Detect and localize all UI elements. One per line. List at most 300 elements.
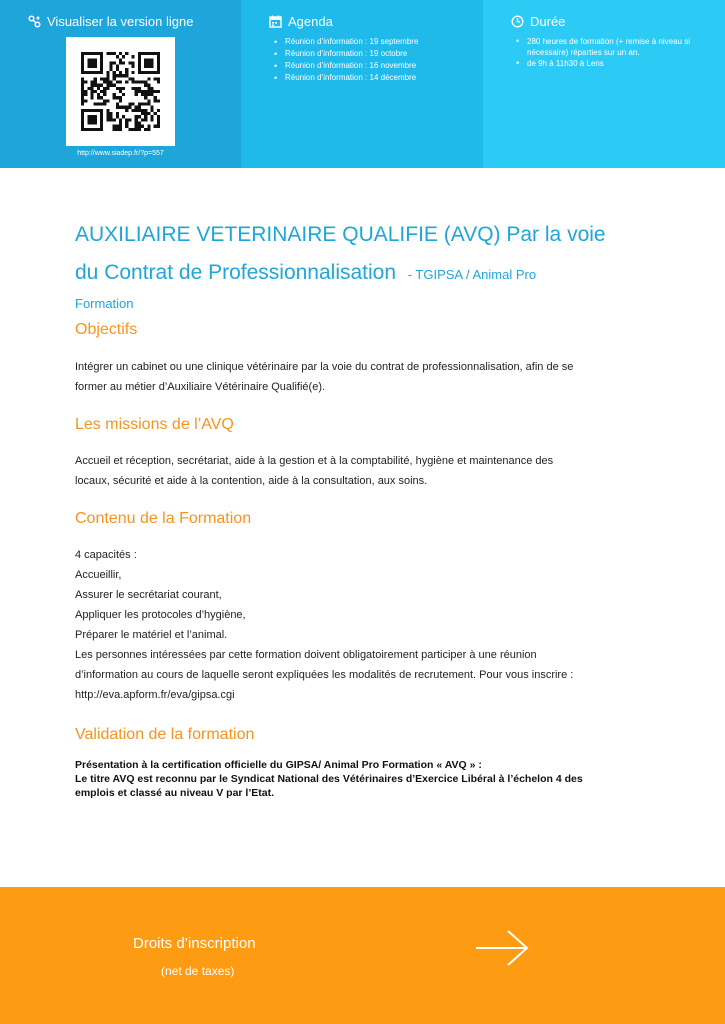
qr-module — [138, 61, 141, 64]
qr-module — [125, 118, 128, 121]
qr-module — [151, 65, 154, 68]
qr-module — [125, 71, 128, 74]
title-line-2: du Contrat de Professionnalisation — [75, 261, 397, 284]
qr-module — [119, 61, 122, 64]
qr-module — [135, 90, 138, 93]
qr-module — [147, 77, 150, 80]
paragraph-line: Le titre AVQ est reconnu par le Syndicat National des Vétérinaires d’Exercice Libéral à l’échelon 4 des — [75, 773, 583, 785]
qr-module — [125, 52, 128, 55]
qr-module — [84, 109, 87, 112]
qr-module — [90, 93, 93, 96]
qr-module — [84, 80, 87, 83]
qr-module — [141, 112, 144, 115]
qr-module — [97, 93, 100, 96]
duration-list — [516, 36, 696, 69]
qr-module — [81, 103, 84, 106]
qr-module — [109, 84, 112, 87]
qr-module — [125, 80, 128, 83]
qr-module — [157, 77, 160, 80]
qr-module — [132, 87, 135, 90]
qr-module — [154, 71, 157, 74]
qr-module — [106, 112, 109, 115]
qr-module — [132, 128, 135, 131]
qr-module — [100, 90, 103, 93]
qr-module — [141, 109, 144, 112]
qr-module — [119, 87, 122, 90]
qr-module — [94, 71, 97, 74]
qr-module — [90, 58, 93, 61]
qr-module — [106, 99, 109, 102]
qr-module — [157, 122, 160, 125]
qr-module — [106, 74, 109, 77]
registration-fees-footer[interactable] — [0, 887, 725, 1024]
fees-label: Droits d’inscription — [133, 935, 256, 952]
qr-module — [90, 90, 93, 93]
qr-module — [125, 106, 128, 109]
qr-module — [90, 71, 93, 74]
qr-module — [113, 77, 116, 80]
qr-module — [81, 80, 84, 83]
qr-module — [135, 115, 138, 118]
qr-module — [90, 84, 93, 87]
qr-module — [141, 90, 144, 93]
qr-module — [157, 65, 160, 68]
qr-module — [94, 80, 97, 83]
qr-module — [132, 109, 135, 112]
qr-module — [90, 128, 93, 131]
qr-module — [147, 99, 150, 102]
qr-module — [147, 128, 150, 131]
arrow-right-icon[interactable] — [474, 928, 530, 973]
qr-module — [84, 93, 87, 96]
qr-module — [81, 122, 84, 125]
qr-module — [147, 84, 150, 87]
qr-module — [81, 68, 84, 71]
qr-module — [81, 77, 84, 80]
qr-module — [106, 52, 109, 55]
qr-module — [109, 52, 112, 55]
qr-module — [135, 80, 138, 83]
qr-module — [116, 112, 119, 115]
qr-module — [90, 96, 93, 99]
qr-module — [100, 118, 103, 121]
qr-module — [94, 109, 97, 112]
qr-module — [90, 61, 93, 64]
paragraph-line: locaux, sécurité et aide à la contention, aide à la consultation, aux soins. — [75, 475, 428, 487]
qr-module — [97, 52, 100, 55]
qr-module — [151, 58, 154, 61]
qr-module — [141, 71, 144, 74]
qr-module — [132, 61, 135, 64]
qr-module — [87, 118, 90, 121]
qr-module — [87, 87, 90, 90]
qr-module — [128, 128, 131, 131]
qr-module — [135, 106, 138, 109]
paragraph-line: former au métier d’Auxiliaire Vétérinaire Qualifié(e). — [75, 381, 326, 393]
qr-module — [157, 61, 160, 64]
qr-module — [113, 74, 116, 77]
qr-module — [144, 118, 147, 121]
qr-module — [113, 71, 116, 74]
qr-module — [157, 90, 160, 93]
qr-module — [106, 115, 109, 118]
qr-module — [116, 87, 119, 90]
paragraph-line: Les personnes intéressées par cette formation doivent obligatoirement participer à une réunion — [75, 649, 537, 661]
qr-module — [128, 103, 131, 106]
qr-module — [147, 61, 150, 64]
qr-module — [113, 128, 116, 131]
qr-module — [138, 90, 141, 93]
qr-module — [113, 61, 116, 64]
qr-module — [100, 96, 103, 99]
qr-module — [138, 55, 141, 58]
qr-module — [103, 77, 106, 80]
qr-module — [94, 77, 97, 80]
qr-module — [157, 99, 160, 102]
qr-module — [106, 87, 109, 90]
qr-module — [151, 93, 154, 96]
qr-module — [132, 65, 135, 68]
agenda-item: • Réunion d’information : 19 septembre — [274, 36, 418, 48]
qr-module — [87, 65, 90, 68]
qr-module — [122, 74, 125, 77]
qr-module — [141, 103, 144, 106]
qr-module — [116, 103, 119, 106]
qr-module — [157, 109, 160, 112]
paragraph-line: emplois et classé au niveau V par l’Etat. — [75, 787, 274, 799]
qr-module — [103, 80, 106, 83]
qr-module — [157, 52, 160, 55]
qr-module — [144, 61, 147, 64]
qr-module — [119, 99, 122, 102]
qr-module — [157, 118, 160, 121]
qr-module — [138, 87, 141, 90]
agenda-list — [274, 36, 418, 84]
qr-module — [122, 55, 125, 58]
qr-module — [87, 58, 90, 61]
section-heading-objectifs: Objectifs — [75, 321, 138, 338]
online-version-title[interactable]: Visualiser la version ligne — [28, 14, 193, 31]
qr-module — [144, 58, 147, 61]
qr-module — [147, 125, 150, 128]
qr-module — [97, 87, 100, 90]
qr-module — [154, 99, 157, 102]
qr-module — [144, 109, 147, 112]
paragraph-line: Présentation à la certification officielle du GIPSA/ Animal Pro Formation « AVQ » : — [75, 759, 482, 771]
qr-module — [119, 90, 122, 93]
qr-module — [81, 128, 84, 131]
qr-module — [138, 122, 141, 125]
online-version-panel — [0, 0, 241, 168]
qr-module — [157, 80, 160, 83]
qr-module — [138, 106, 141, 109]
qr-module — [141, 118, 144, 121]
qr-module — [109, 80, 112, 83]
qr-module — [81, 109, 84, 112]
qr-module — [125, 122, 128, 125]
qr-module — [94, 52, 97, 55]
qr-module — [144, 80, 147, 83]
qr-module — [113, 125, 116, 128]
qr-module — [81, 115, 84, 118]
qr-module — [81, 112, 84, 115]
qr-module — [87, 109, 90, 112]
qr-module — [100, 109, 103, 112]
qr-module — [97, 128, 100, 131]
qr-module — [90, 122, 93, 125]
qr-module — [97, 84, 100, 87]
qr-module — [125, 68, 128, 71]
qr-module — [154, 52, 157, 55]
document-title-block — [75, 216, 655, 314]
qr-module — [132, 55, 135, 58]
qr-module — [90, 87, 93, 90]
qr-module — [135, 118, 138, 121]
qr-module — [116, 106, 119, 109]
registration-link[interactable]: http://eva.apform.fr/eva/gipsa.cgi — [75, 689, 235, 701]
duration-panel — [483, 0, 725, 168]
qr-module — [100, 58, 103, 61]
qr-module — [157, 71, 160, 74]
agenda-panel — [241, 0, 483, 168]
qr-module — [144, 112, 147, 115]
qr-module — [87, 71, 90, 74]
qr-module — [151, 52, 154, 55]
qr-module — [132, 103, 135, 106]
qr-module — [151, 115, 154, 118]
qr-module — [122, 93, 125, 96]
duration-item: • de 9h à 11h30 à Lens — [516, 58, 696, 69]
qr-module — [154, 96, 157, 99]
qr-module — [128, 106, 131, 109]
qr-module — [100, 128, 103, 131]
qr-module — [135, 93, 138, 96]
qr-module — [87, 115, 90, 118]
qr-module — [122, 106, 125, 109]
qr-module — [135, 128, 138, 131]
qr-module — [90, 118, 93, 121]
qr-module — [100, 55, 103, 58]
qr-module — [87, 122, 90, 125]
qr-module — [135, 87, 138, 90]
qr-module — [119, 74, 122, 77]
qr-module — [132, 80, 135, 83]
qr-module — [109, 118, 112, 121]
qr-module — [157, 125, 160, 128]
qr-module — [106, 84, 109, 87]
qr-module — [113, 93, 116, 96]
title-suffix-2: Formation — [75, 296, 134, 311]
qr-module — [97, 71, 100, 74]
paragraph-line: Préparer le matériel et l’animal. — [75, 629, 228, 641]
qr-module — [97, 96, 100, 99]
qr-module — [125, 109, 128, 112]
qr-module — [125, 74, 128, 77]
qr-module — [94, 115, 97, 118]
qr-module — [109, 68, 112, 71]
qr-module — [116, 80, 119, 83]
qr-module — [154, 112, 157, 115]
qr-module — [90, 65, 93, 68]
qr-module — [94, 118, 97, 121]
qr-module — [138, 80, 141, 83]
qr-module — [147, 71, 150, 74]
link-icon — [28, 15, 42, 31]
online-version-url[interactable]: http://www.siadep.fr/?p=557 — [77, 150, 164, 157]
qr-module — [100, 115, 103, 118]
section-heading-validation: Validation de la formation — [75, 726, 255, 743]
qr-module — [81, 93, 84, 96]
qr-module — [144, 128, 147, 131]
qr-module — [151, 87, 154, 90]
fees-sublabel: (net de taxes) — [161, 964, 235, 978]
qr-module — [116, 68, 119, 71]
qr-module — [113, 84, 116, 87]
clock-icon — [511, 15, 525, 31]
section-heading-contenu: Contenu de la Formation — [75, 510, 252, 527]
qr-module — [144, 52, 147, 55]
qr-module — [100, 103, 103, 106]
qr-module — [151, 90, 154, 93]
paragraph-line: Accueillir, — [75, 569, 122, 581]
qr-module — [90, 109, 93, 112]
qr-module — [119, 71, 122, 74]
qr-module — [119, 80, 122, 83]
qr-module — [106, 71, 109, 74]
qr-module — [90, 115, 93, 118]
qr-module — [94, 103, 97, 106]
qr-module — [144, 84, 147, 87]
qr-module — [157, 55, 160, 58]
qr-module — [81, 52, 84, 55]
qr-module — [141, 125, 144, 128]
qr-module — [94, 128, 97, 131]
qr-module — [113, 96, 116, 99]
qr-module — [87, 52, 90, 55]
qr-module — [147, 103, 150, 106]
qr-module — [103, 103, 106, 106]
qr-module — [147, 112, 150, 115]
section-body-objectifs — [75, 357, 655, 397]
document-title — [75, 216, 655, 294]
qr-module — [81, 61, 84, 64]
qr-module — [119, 106, 122, 109]
qr-module — [81, 87, 84, 90]
qr-module — [94, 61, 97, 64]
qr-module — [147, 58, 150, 61]
qr-module — [116, 115, 119, 118]
qr-module — [81, 65, 84, 68]
qr-module — [94, 58, 97, 61]
qr-module — [116, 65, 119, 68]
qr-module — [138, 128, 141, 131]
qr-module — [141, 93, 144, 96]
qr-module — [100, 65, 103, 68]
qr-module — [119, 122, 122, 125]
paragraph-line: Appliquer les protocoles d’hygiène, — [75, 609, 246, 621]
agenda-item: • Réunion d’information : 14 décembre — [274, 72, 418, 84]
qr-module — [157, 68, 160, 71]
qr-module — [138, 65, 141, 68]
qr-module — [116, 96, 119, 99]
qr-module — [97, 109, 100, 112]
qr-module — [151, 106, 154, 109]
qr-module — [103, 93, 106, 96]
qr-module — [144, 93, 147, 96]
qr-module — [138, 125, 141, 128]
qr-module — [132, 77, 135, 80]
qr-module — [154, 77, 157, 80]
qr-module — [84, 71, 87, 74]
section-heading-missions: Les missions de l’AVQ — [75, 416, 234, 433]
qr-module — [138, 68, 141, 71]
duration-title: Durée — [511, 14, 565, 31]
section-body-missions — [75, 451, 655, 491]
qr-module — [119, 52, 122, 55]
qr-module — [81, 71, 84, 74]
qr-module — [157, 115, 160, 118]
duration-item: • 280 heures de formation (+ remise à niveau si nécessaire) réparties sur un an. — [516, 36, 696, 58]
qr-module — [122, 115, 125, 118]
qr-module — [144, 90, 147, 93]
qr-module — [147, 90, 150, 93]
qr-module — [100, 77, 103, 80]
qr-module — [87, 61, 90, 64]
qr-module — [100, 125, 103, 128]
agenda-item: • Réunion d’information : 16 novembre — [274, 60, 418, 72]
qr-module — [138, 52, 141, 55]
qr-module — [135, 109, 138, 112]
qr-module — [116, 74, 119, 77]
qr-module — [81, 58, 84, 61]
section-body-contenu — [75, 545, 655, 705]
qr-module — [113, 118, 116, 121]
qr-module — [128, 77, 131, 80]
qr-module — [122, 61, 125, 64]
qr-module — [147, 65, 150, 68]
qr-module — [81, 55, 84, 58]
qr-module — [90, 52, 93, 55]
qr-module — [103, 87, 106, 90]
qr-module — [84, 52, 87, 55]
section-body-validation — [75, 758, 655, 800]
qr-module — [144, 115, 147, 118]
qr-module — [97, 103, 100, 106]
qr-module — [147, 52, 150, 55]
qr-module — [151, 61, 154, 64]
qr-module — [84, 128, 87, 131]
qr-module — [81, 125, 84, 128]
qr-module — [119, 125, 122, 128]
qr-module — [147, 93, 150, 96]
qr-module — [100, 52, 103, 55]
qr-module — [138, 103, 141, 106]
qr-module — [144, 71, 147, 74]
paragraph-line: Accueil et réception, secrétariat, aide à la gestion et à la comptabilité, hygiène et maintenance des — [75, 455, 554, 467]
paragraph-line: 4 capacités : — [75, 549, 137, 561]
paragraph-line: Assurer le secrétariat courant, — [75, 589, 222, 601]
qr-code[interactable] — [66, 37, 175, 146]
qr-module — [141, 52, 144, 55]
qr-module — [100, 71, 103, 74]
qr-module — [144, 65, 147, 68]
qr-module — [109, 112, 112, 115]
qr-module — [81, 118, 84, 121]
qr-module — [119, 58, 122, 61]
qr-module — [128, 61, 131, 64]
header-banner — [0, 0, 725, 168]
qr-module — [109, 115, 112, 118]
